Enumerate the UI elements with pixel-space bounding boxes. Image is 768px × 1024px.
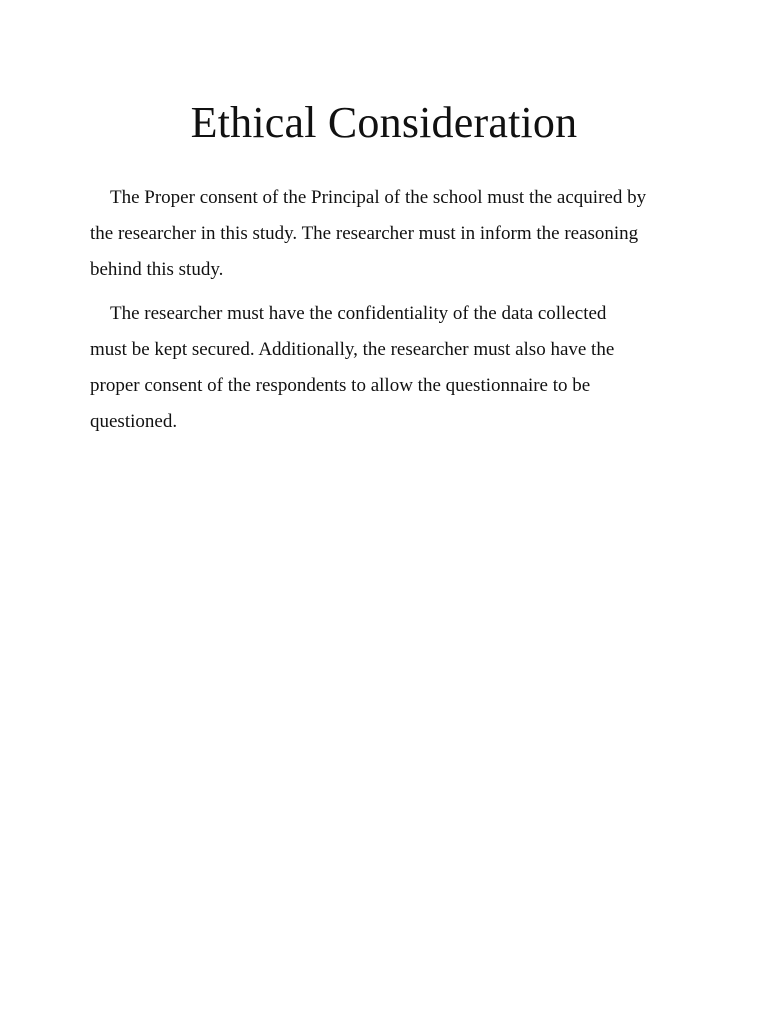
paragraph-consent bbox=[90, 180, 646, 288]
paragraph-line: must be kept secured. Additionally, the researcher must also have the bbox=[90, 339, 615, 360]
document-title: Ethical Consideration bbox=[190, 98, 578, 147]
paragraph-line: the researcher in this study. The researcher must in inform the reasoning bbox=[90, 223, 639, 244]
paragraph-line: behind this study. bbox=[90, 259, 224, 280]
paragraph-line: proper consent of the respondents to allow the questionnaire to be bbox=[90, 375, 591, 396]
paragraph-line: The Proper consent of the Principal of the school must the acquired by bbox=[110, 187, 647, 208]
paragraph-confidentiality bbox=[90, 296, 614, 440]
paragraph-line: questioned. bbox=[90, 411, 178, 432]
paragraph-line: The researcher must have the confidentiality of the data collected bbox=[110, 303, 607, 324]
